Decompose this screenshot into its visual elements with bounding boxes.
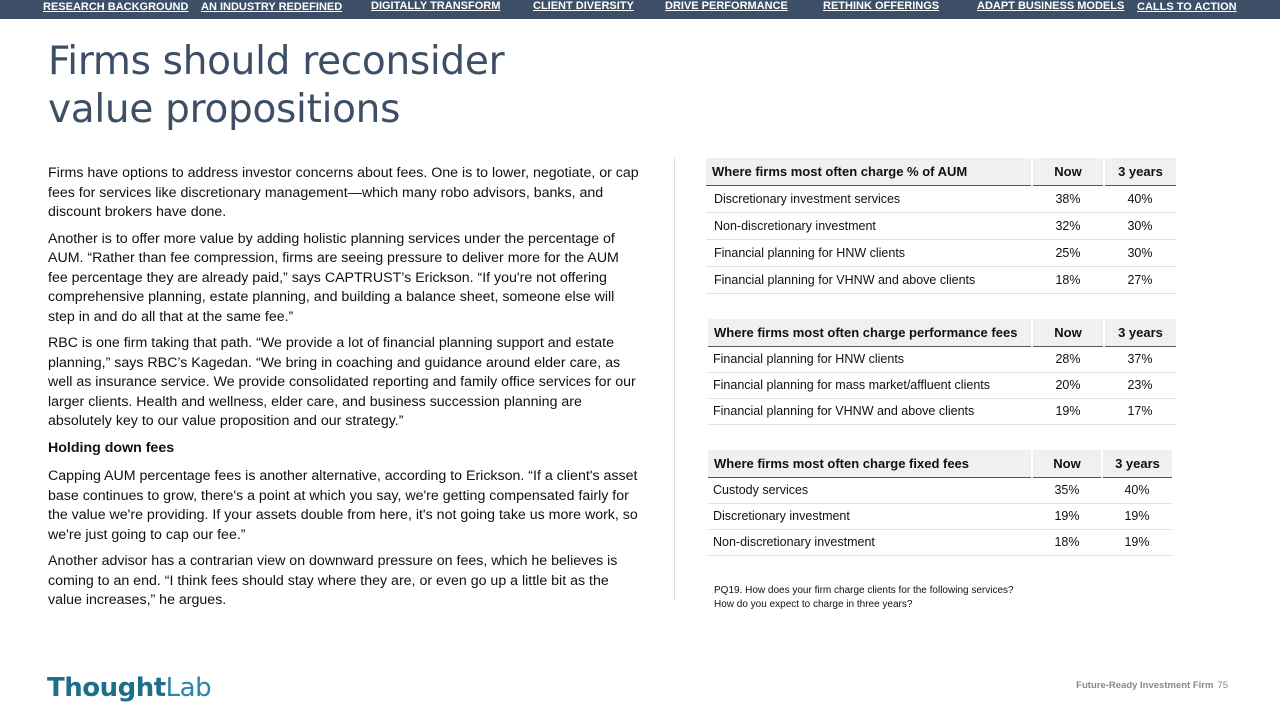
row-label: Financial planning for VHNW and above clients — [708, 398, 1032, 424]
nav-client-diversity[interactable]: CLIENT DIVERSITY — [533, 0, 634, 12]
page-footer — [1076, 680, 1228, 691]
table-aum-fees — [706, 158, 1176, 294]
table-row — [708, 346, 1176, 372]
table-fixed-fees — [708, 450, 1172, 556]
nav-drive-performance[interactable]: DRIVE PERFORMANCE — [665, 0, 788, 12]
nav-digitally-transform[interactable]: DIGITALLY TRANSFORM — [371, 0, 501, 12]
table-header-label: Where firms most often charge performance fees — [708, 319, 1032, 346]
row-3y-value: 40% — [1102, 477, 1172, 503]
logo-lab: Lab — [165, 673, 212, 703]
row-now-value: 28% — [1032, 346, 1104, 372]
row-now-value: 20% — [1032, 372, 1104, 398]
table-row — [706, 185, 1176, 212]
table-header-label: Where firms most often charge fixed fees — [708, 450, 1032, 477]
nav-calls-to-action[interactable]: CALLS TO ACTION — [1137, 1, 1237, 13]
note-line-2: How do you expect to charge in three years? — [714, 599, 913, 610]
row-label: Discretionary investment services — [706, 185, 1032, 212]
nav-adapt-business-models[interactable]: ADAPT BUSINESS MODELS — [977, 0, 1125, 12]
table-row — [708, 398, 1176, 424]
table-row — [708, 503, 1172, 529]
row-now-value: 32% — [1032, 212, 1104, 239]
table-row — [706, 212, 1176, 239]
paragraph: Capping AUM percentage fees is another alternative, according to Erickson. “If a client's asset base continues to grow, there's a point at which you say, we're getting compensated fairly for the value we're providing. If your assets double from here, it's not going take us more work, so we're just going to cap our fee.” — [48, 468, 638, 543]
table-header-row — [708, 319, 1176, 346]
nav-research-background[interactable]: RESEARCH BACKGROUND — [43, 1, 189, 13]
row-label: Discretionary investment — [708, 503, 1032, 529]
logo-thought: Thought — [47, 673, 166, 703]
row-label: Non-discretionary investment — [706, 212, 1032, 239]
column-3-years: 3 years — [1104, 158, 1176, 185]
thoughtlab-logo — [47, 673, 211, 703]
table-header-row — [706, 158, 1176, 185]
paragraph: RBC is one firm taking that path. “We provide a lot of financial planning support and estate planning,” says RBC’s Kagedan. “We bring in coaching and guidance around elder care, as well as insurance service. We provide consolidated reporting and family office services for our larger clients. Health and wellness, elder care, and business succession planning are absolutely key to our value proposition and our strategy.” — [48, 335, 636, 429]
table-row — [706, 239, 1176, 266]
paragraph: Another is to offer more value by adding holistic planning services under the percentage of AUM. “Rather than fee compression, firms are seeing pressure to deliver more for the AUM fee percentage they are already paid,” says CAPTRUST’s Erickson. “If you're not offering comprehensive planning, estate planning, and building a balance sheet, someone else will step in and do all that at the same fee.” — [48, 230, 619, 325]
row-3y-value: 19% — [1102, 503, 1172, 529]
title-line-2: value propositions — [48, 87, 401, 132]
row-3y-value: 27% — [1104, 266, 1176, 293]
row-now-value: 19% — [1032, 398, 1104, 424]
row-now-value: 19% — [1032, 503, 1102, 529]
row-3y-value: 30% — [1104, 239, 1176, 266]
top-navigation — [0, 0, 1280, 19]
table-row — [706, 266, 1176, 293]
survey-question-note — [714, 584, 1014, 612]
row-3y-value: 30% — [1104, 212, 1176, 239]
page-title — [48, 38, 504, 134]
column-3-years: 3 years — [1102, 450, 1172, 477]
page-number: 75 — [1217, 680, 1228, 691]
row-3y-value: 37% — [1104, 346, 1176, 372]
table-header-label: Where firms most often charge % of AUM — [706, 158, 1032, 185]
row-label: Financial planning for mass market/affluent clients — [708, 372, 1032, 398]
row-now-value: 38% — [1032, 185, 1104, 212]
column-now: Now — [1032, 319, 1104, 346]
column-divider — [674, 158, 675, 600]
row-label: Financial planning for VHNW and above clients — [706, 266, 1032, 293]
table-row — [708, 477, 1172, 503]
row-3y-value: 23% — [1104, 372, 1176, 398]
table-performance-fees — [708, 319, 1176, 425]
footer-report-name: Future-Ready Investment Firm — [1076, 680, 1214, 691]
column-now: Now — [1032, 158, 1104, 185]
nav-industry-redefined[interactable]: AN INDUSTRY REDEFINED — [201, 1, 343, 13]
row-now-value: 18% — [1032, 266, 1104, 293]
subheading: Holding down fees — [48, 439, 175, 456]
row-3y-value: 19% — [1102, 529, 1172, 555]
row-now-value: 35% — [1032, 477, 1102, 503]
column-3-years: 3 years — [1104, 319, 1176, 346]
row-label: Financial planning for HNW clients — [708, 346, 1032, 372]
row-label: Financial planning for HNW clients — [706, 239, 1032, 266]
row-label: Custody services — [708, 477, 1032, 503]
row-now-value: 18% — [1032, 529, 1102, 555]
paragraph: Another advisor has a contrarian view on downward pressure on fees, which he believes is coming to an end. “I think fees should stay where they are, or even go up a little bit as the value increases,” he argues. — [48, 553, 618, 608]
row-label: Non-discretionary investment — [708, 529, 1032, 555]
note-line-1: PQ19. How does your firm charge clients for the following services? — [714, 585, 1014, 596]
article-body — [48, 164, 640, 618]
nav-rethink-offerings[interactable]: RETHINK OFFERINGS — [823, 0, 940, 12]
table-row — [708, 372, 1176, 398]
title-line-1: Firms should reconsider — [48, 39, 505, 84]
paragraph: Firms have options to address investor concerns about fees. One is to lower, negotiate, or cap fees for services like discretionary management—which many robo advisors, banks, and discount brokers have done. — [48, 165, 639, 220]
table-row — [708, 529, 1172, 555]
row-3y-value: 40% — [1104, 185, 1176, 212]
table-header-row — [708, 450, 1172, 477]
row-now-value: 25% — [1032, 239, 1104, 266]
column-now: Now — [1032, 450, 1102, 477]
row-3y-value: 17% — [1104, 398, 1176, 424]
